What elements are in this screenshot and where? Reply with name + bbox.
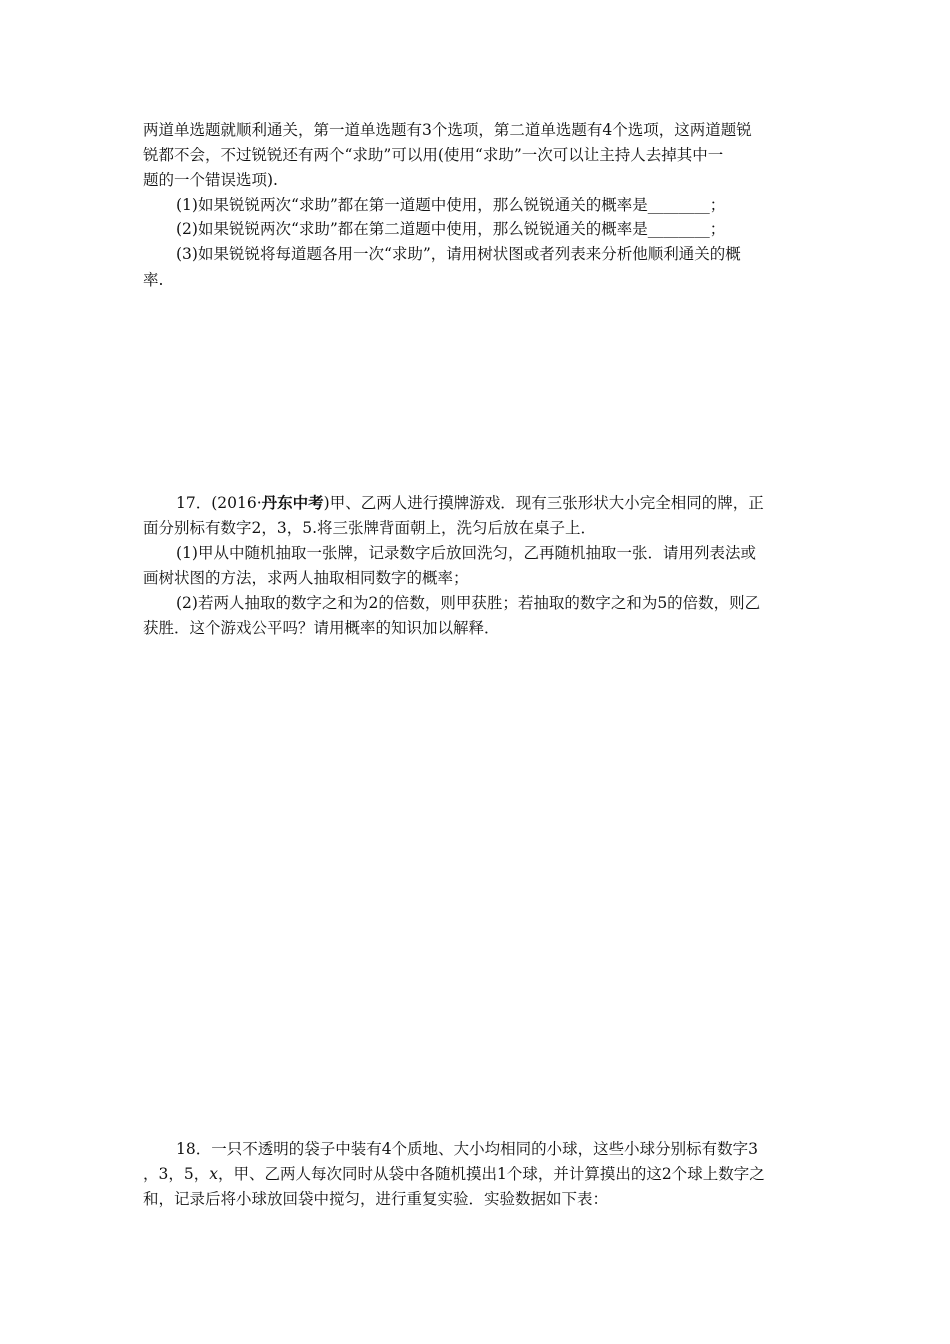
q16-part-3-line-2: 率. [143,271,164,289]
q16-text-line-3: 题的一个错误选项). [143,171,278,189]
q16-text-line-2: 锐都不会，不过锐锐还有两个“求助”可以用(使用“求助”一次可以让主持人去掉其中一 [143,146,724,164]
q16-text-line-1: 两道单选题就顺利通关，第一道单选题有3个选项，第二道单选题有4个选项，这两道题锐 [143,121,752,139]
q18-line-2 [143,1164,765,1184]
q17-part-1-line-1: (1)甲从中随机抽取一张牌，记录数字后放回洗匀，乙再随机抽取一张．请用列表法或 [176,544,756,562]
q17-intro-line-2: 面分别标有数字2，3，5.将三张牌背面朝上，洗匀后放在桌子上． [143,519,597,537]
q16-part-2: (2)如果锐锐两次“求助”都在第二道题中使用，那么锐锐通关的概率是________； [176,220,726,238]
q17-source: 丹东中考 [261,494,324,512]
q17-intro-rest: )甲、乙两人进行摸牌游戏．现有三张形状大小完全相同的牌，正 [323,494,764,512]
q17-part-2-line-1: (2)若两人抽取的数字之和为2的倍数，则甲获胜；若抽取的数字之和为5的倍数，则乙 [176,594,761,612]
q16-part-1: (1)如果锐锐两次“求助”都在第一道题中使用，那么锐锐通关的概率是________； [176,196,726,214]
q18-variable-x: x [209,1165,218,1183]
q17-part-1-line-2: 画树状图的方法，求两人抽取相同数字的概率； [143,569,469,587]
q16-part-3-line-1: (3)如果锐锐将每道题各用一次“求助”，请用树状图或者列表来分析他顺利通关的概 [176,245,741,263]
q17-intro-line-1 [176,493,764,513]
q18-line-3: 和，记录后将小球放回袋中搅匀，进行重复实验．实验数据如下表： [143,1190,609,1208]
q17-number: 17．(2016· [176,494,262,512]
q18-line-2-pre: ，3，5， [143,1165,210,1183]
q18-line-1: 18．一只不透明的袋子中装有4个质地、大小均相同的小球，这些小球分别标有数字3 [176,1140,758,1158]
q18-line-2-post: ，甲、乙两人每次同时从袋中各随机摸出1个球，并计算摸出的这2个球上数字之 [217,1165,765,1183]
q17-part-2-line-2: 获胜．这个游戏公平吗？请用概率的知识加以解释． [143,619,500,637]
